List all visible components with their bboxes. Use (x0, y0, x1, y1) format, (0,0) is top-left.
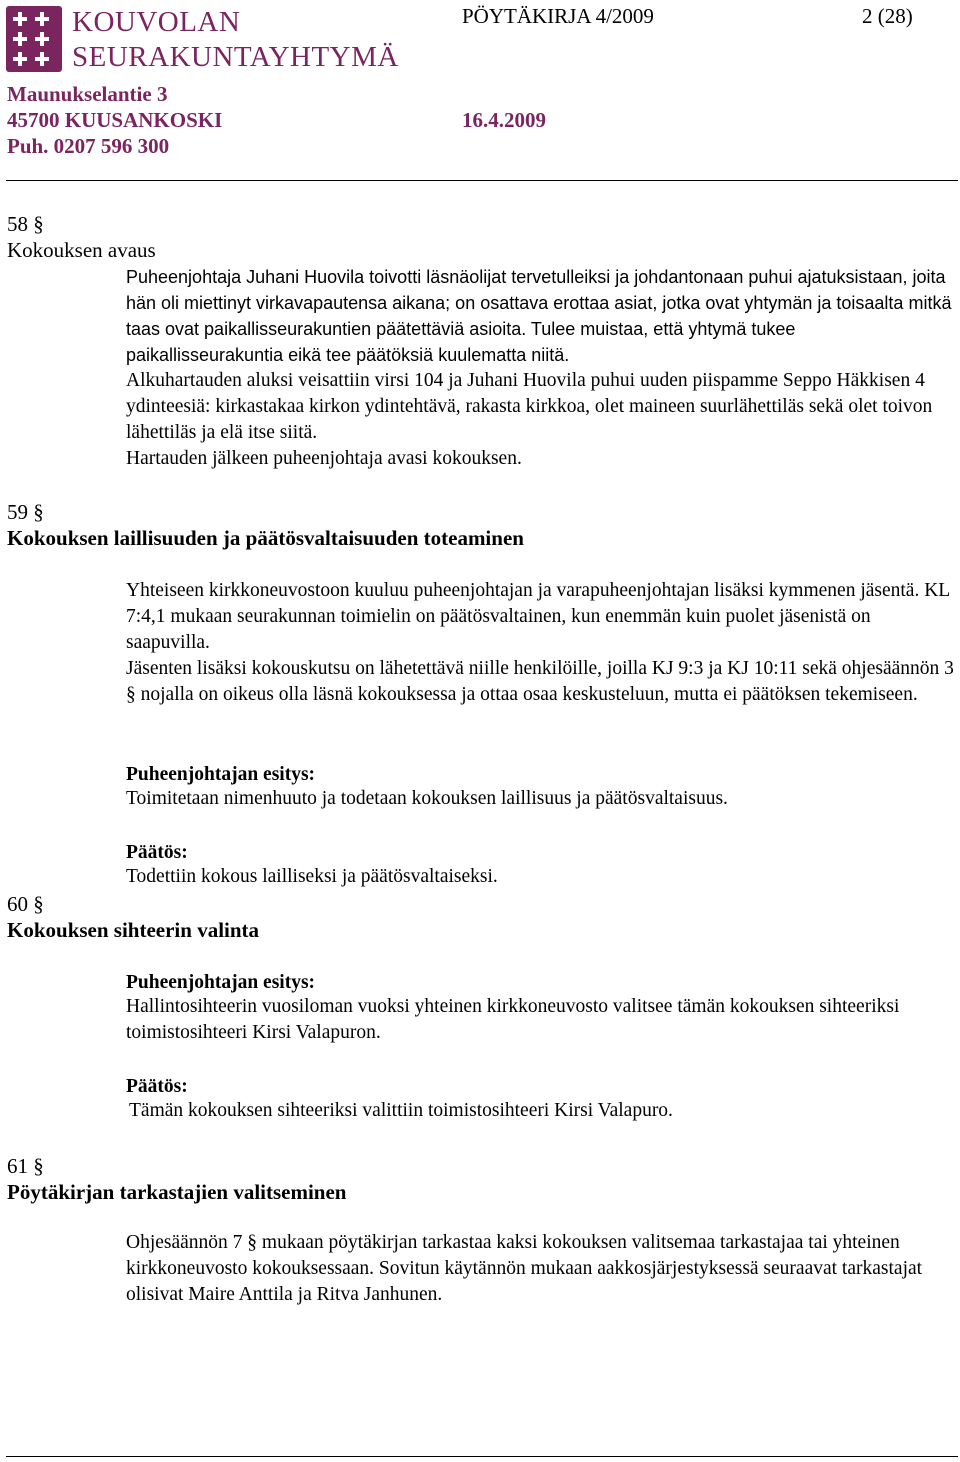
page-number: 2 (28) (862, 4, 913, 28)
footer-divider (6, 1456, 958, 1457)
decision-text: Todettiin kokous lailliseksi ja päätösvaltaiseksi. (126, 866, 498, 887)
section-paragraph: Ohjesäännön 7 § mukaan pöytäkirjan tarkastaa kaksi kokouksen valitsemaa tarkastajaa tai yhteinen kirkkoneuvosto kokouksessaan. Sovitun käytännön mukaan aakkosjärjestyksessä seuraavat tarkastajat olisivat Maire Anttila ja Ritva Janhunen. (126, 1232, 923, 1305)
section-title: Pöytäkirjan tarkastajien valitseminen (7, 1180, 347, 1204)
phone-number: Puh. 0207 596 300 (7, 134, 170, 158)
section-paragraph: Alkuhartauden aluksi veisattiin virsi 104 ja Juhani Huovila puhui uuden piispamme Seppo Häkkisen 4 ydinteesiä: kirkastakaa kirkon ydintehtävä, rakasta kirkkoa, olet maineen suurlähettiläs sekä olet toivon lähettiläs ja elä itse siitä. (126, 370, 933, 443)
section-number: 61 § (7, 1154, 44, 1178)
section-number: 58 § (7, 212, 44, 236)
section-title: Kokouksen laillisuuden ja päätösvaltaisuuden toteaminen (7, 526, 524, 550)
proposal-text: Hallintosihteerin vuosiloman vuoksi yhteinen kirkkoneuvosto valitsee tämän kokouksen sihteeriksi toimistosihteeri Kirsi Valapuron. (126, 996, 900, 1043)
proposal-label: Puheenjohtajan esitys: (126, 764, 316, 785)
proposal-text: Toimitetaan nimenhuuto ja todetaan kokouksen laillisuus ja päätösvaltaisuus. (126, 788, 728, 809)
meeting-date: 16.4.2009 (462, 108, 546, 132)
section-paragraph: Hartauden jälkeen puheenjohtaja avasi kokouksen. (126, 448, 522, 469)
header-divider (6, 180, 958, 181)
section-title: Kokouksen sihteerin valinta (7, 918, 260, 942)
section-number: 60 § (7, 892, 44, 916)
section-paragraph: Jäsenten lisäksi kokouskutsu on lähetettävä niille henkilöille, joilla KJ 9:3 ja KJ 10:11 sekä ohjesäännön 3 § nojalla on oikeus olla läsnä kokouksessa ja ottaa osaa keskusteluun, mutta ei päätöksen tekemiseen. (126, 658, 954, 705)
address-street: Maunukselantie 3 (7, 82, 168, 106)
section-paragraph: Puheenjohtaja Juhani Huovila toivotti läsnäolijat tervetulleiksi ja johdantonaan puhui ajatuksistaan, joita hän oli miettinyt virkavapautensa aikana; on osattava erottaa asiat, jotka ovat yhtymän ja toisaalta mitkä taas ovat paikallisseurakuntien päätettäviä asioita. Tulee muistaa, että yhtymä tukee paikallisseurakuntia eikä tee päätöksiä kuulematta niitä. (126, 267, 952, 365)
proposal-label: Puheenjohtajan esitys: (126, 972, 316, 993)
document-title: PÖYTÄKIRJA 4/2009 (462, 4, 654, 28)
cross-grid-logo-icon (6, 6, 62, 72)
address-city: 45700 KUUSANKOSKI (7, 108, 223, 132)
org-name-line1: KOUVOLAN (72, 6, 241, 38)
org-name-line2: SEURAKUNTAYHTYMÄ (72, 41, 399, 73)
section-number: 59 § (7, 500, 44, 524)
decision-label: Päätös: (126, 1076, 188, 1097)
section-title: Kokouksen avaus (7, 238, 156, 262)
decision-text: Tämän kokouksen sihteeriksi valittiin toimistosihteeri Kirsi Valapuro. (129, 1100, 673, 1121)
section-paragraph: Yhteiseen kirkkoneuvostoon kuuluu puheenjohtajan ja varapuheenjohtajan lisäksi kymmenen jäsentä. KL 7:4,1 mukaan seurakunnan toimielin on päätösvaltainen, kun enemmän kuin puolet jäsenistä on saapuvilla. (126, 580, 950, 653)
decision-label: Päätös: (126, 842, 188, 863)
